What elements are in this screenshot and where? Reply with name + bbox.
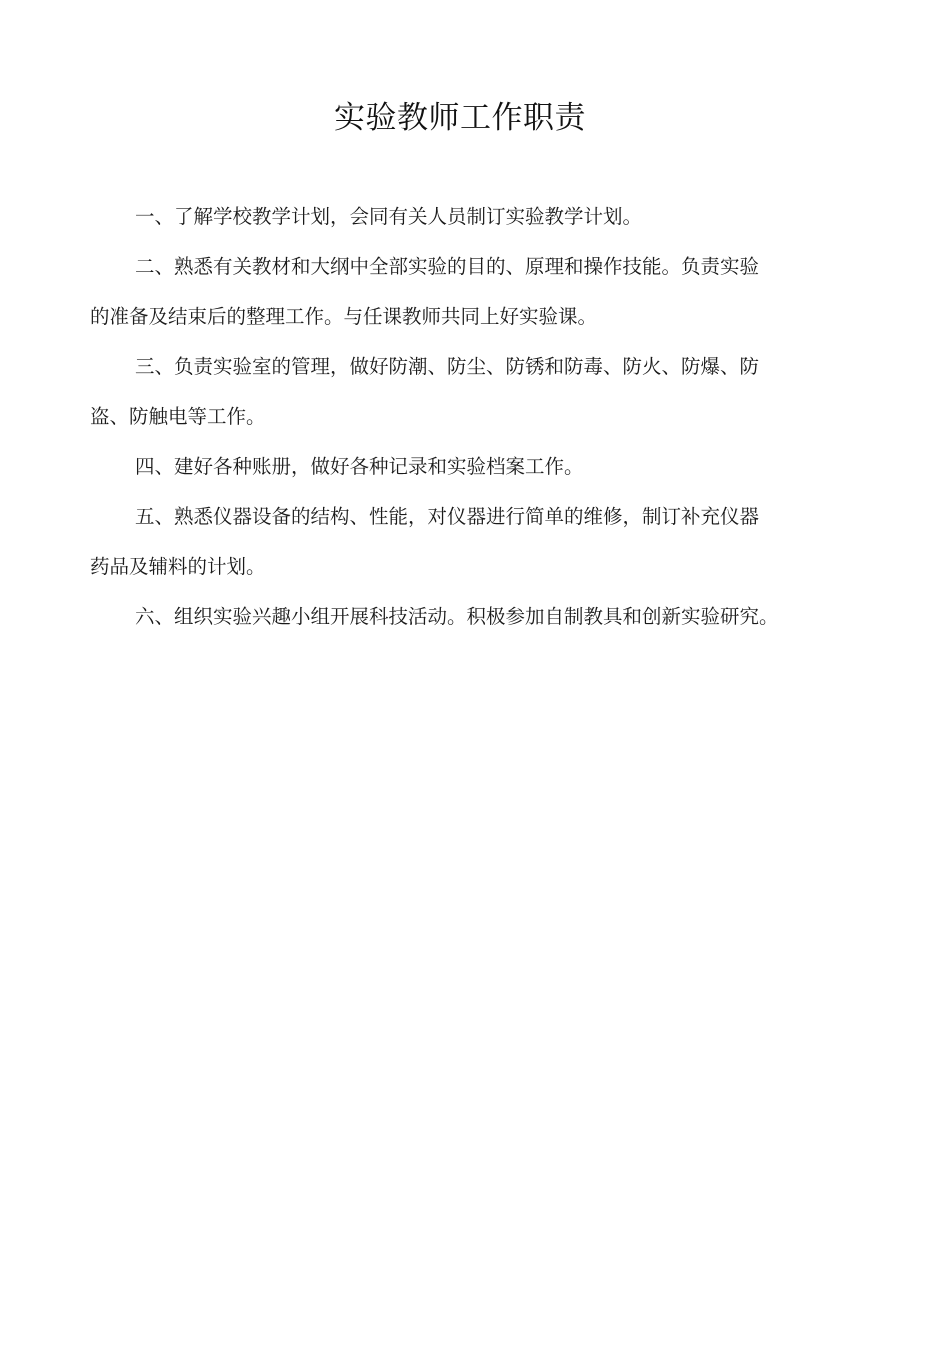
paragraph-line: 五、熟悉仪器设备的结构、性能，对仪器进行简单的维修，制订补充仪器: [135, 505, 760, 528]
paragraph-4: [90, 442, 835, 492]
paragraph-line: 三、负责实验室的管理，做好防潮、防尘、防锈和防毒、防火、防爆、防: [135, 355, 760, 378]
paragraph-6: [90, 592, 835, 642]
paragraph-line: 二、熟悉有关教材和大纲中全部实验的目的、原理和操作技能。负责实验: [135, 255, 760, 278]
paragraph-line: 六、组织实验兴趣小组开展科技活动。积极参加自制教具和创新实验研究。: [135, 605, 779, 628]
paragraph-line: 的准备及结束后的整理工作。与任课教师共同上好实验课。: [90, 305, 598, 328]
paragraph-line: 一、了解学校教学计划，会同有关人员制订实验教学计划。: [135, 205, 643, 228]
paragraph-line: 药品及辅料的计划。: [90, 555, 266, 578]
paragraph-2: [90, 242, 835, 342]
paragraph-1: [90, 192, 835, 242]
paragraph-5: [90, 492, 835, 592]
paragraph-line: 盗、防触电等工作。: [90, 405, 266, 428]
page-title: 实验教师工作职责: [334, 100, 586, 136]
paragraph-line: 四、建好各种账册，做好各种记录和实验档案工作。: [135, 455, 584, 478]
document-body: [90, 192, 835, 642]
paragraph-3: [90, 342, 835, 442]
